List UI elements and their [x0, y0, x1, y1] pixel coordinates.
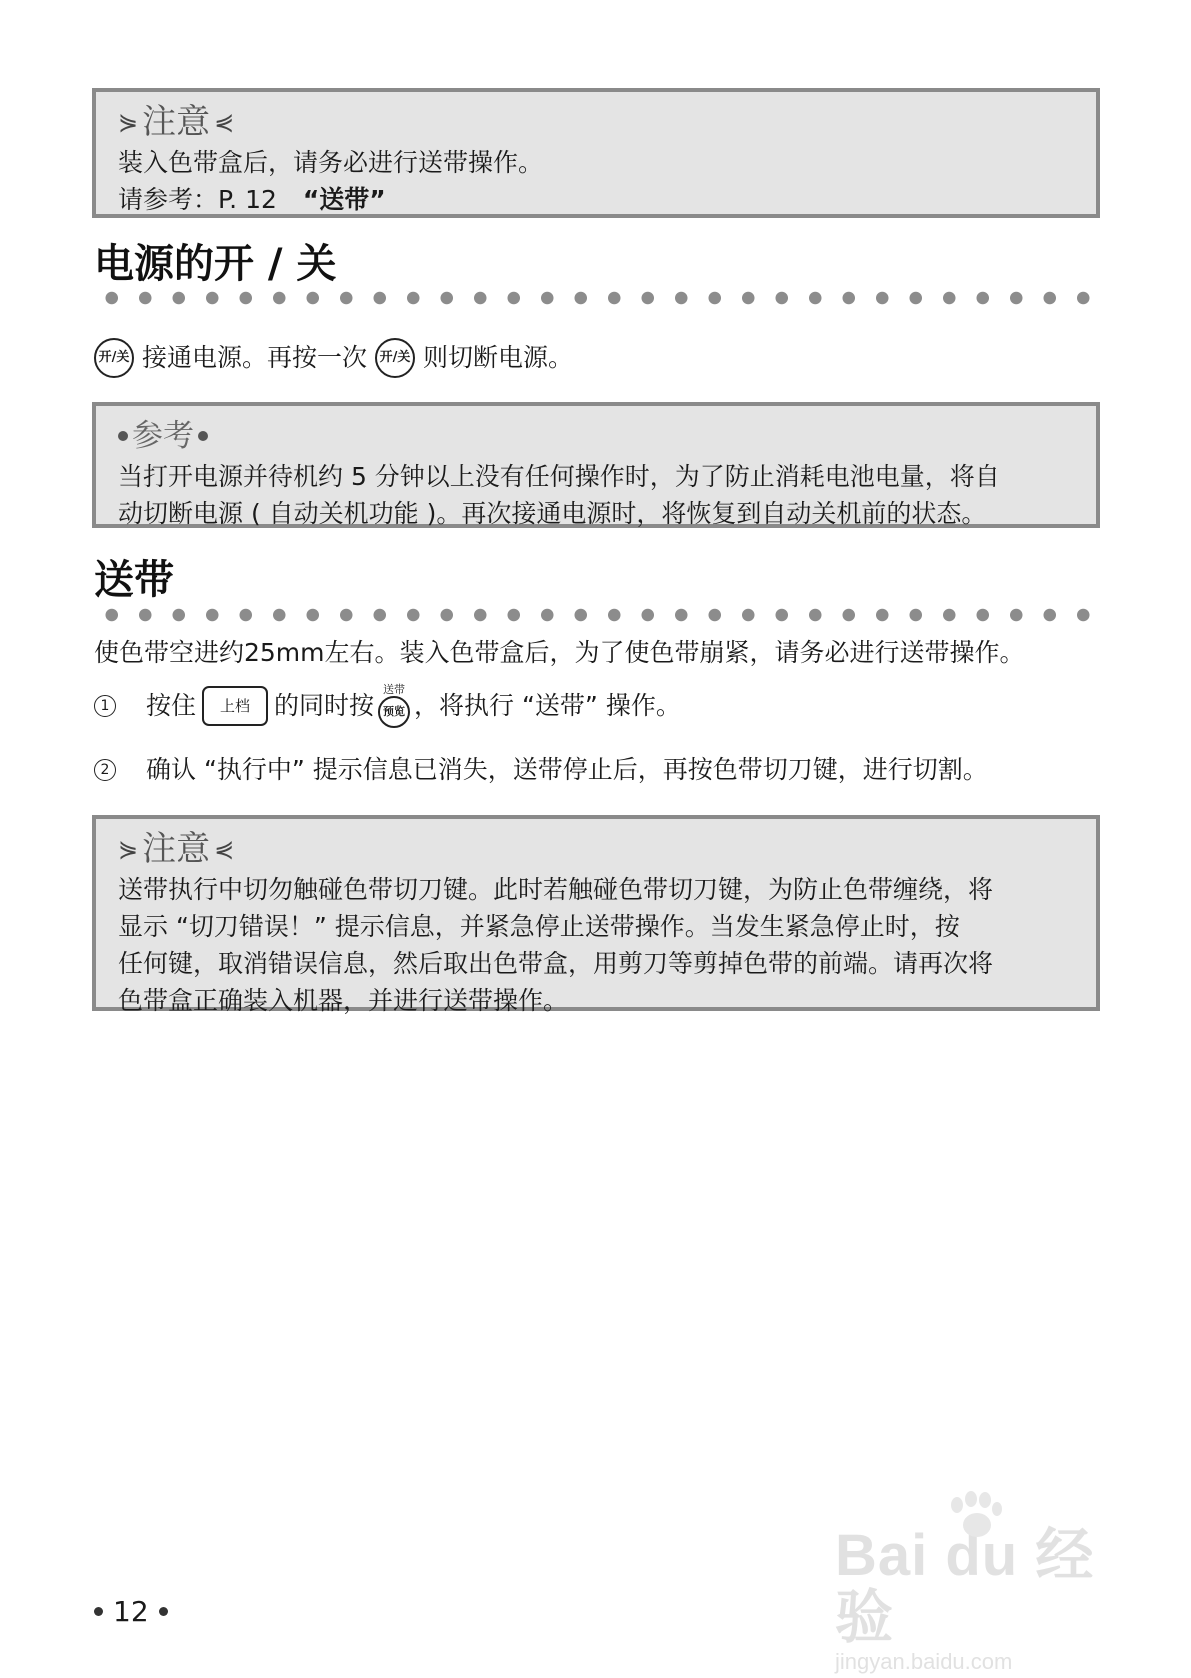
page-dot-icon-2 [159, 1607, 168, 1616]
step-number-1: 1 [94, 695, 116, 717]
caution2-line-1: 送带执行中切勿触碰色带切刀键。此时若触碰色带切刀键，为防止色带缠绕，将 [118, 875, 994, 904]
feed-step-2: 2 确认 “执行中” 提示信息已消失，送带停止后，再按色带切刀键，进行切割。 [94, 753, 988, 787]
feed-heading: 送带 [94, 557, 174, 603]
caution2-line-3: 任何键，取消错误信息，然后取出色带盒，用剪刀等剪掉色带的前端。请再次将 [118, 949, 994, 978]
caution2-line-4: 色带盒正确装入机器，并进行送带操作。 [118, 986, 569, 1015]
caution-box-1 [92, 88, 1100, 218]
caution-right-icon-2: ⋞ [214, 835, 235, 863]
reference-line-1: 当打开电源并待机约 5 分钟以上没有任何操作时，为了防止消耗电池电量，将自 [118, 462, 1000, 491]
page-number: 12 [94, 1595, 168, 1628]
heading-dot-divider-2 [95, 608, 1100, 622]
caution-title-2: ⋟ 注意 ⋞ [118, 829, 235, 869]
baidu-watermark: Bai du 经验 jingyan.baidu.com [835, 1525, 1095, 1635]
caution-line-1: 装入色带盒后，请务必进行送带操作。 [118, 148, 544, 177]
caution-line-2: 请参考：P. 12 “送带” [118, 185, 386, 214]
caution-left-icon: ⋟ [118, 108, 139, 136]
reference-line-2: 动切断电源 ( 自动关机功能 )。再次接通电源时，将恢复到自动关机前的状态。 [118, 499, 987, 528]
page-dot-icon [94, 1607, 103, 1616]
power-key-icon: 开/关 [94, 338, 134, 378]
reference-box [92, 402, 1100, 528]
caution-right-icon: ⋞ [214, 108, 235, 136]
reference-dot-icon [118, 431, 128, 441]
feed-reference-link[interactable]: “送带” [302, 185, 386, 214]
caution-title-1: ⋟ 注意 ⋞ [118, 102, 235, 142]
caution-box-2 [92, 815, 1100, 1015]
paw-icon [945, 1491, 1005, 1541]
reference-dot-icon-2 [198, 431, 208, 441]
caution2-line-2: 显示 “切刀错误！” 提示信息，并紧急停止送带操作。当发生紧急停止时，按 [118, 912, 960, 941]
power-key-icon-2: 开/关 [375, 338, 415, 378]
feed-step-1: 1 按住 上档 的同时按 送带 预览 ，将执行 “送带” 操作。 [94, 683, 681, 728]
power-instruction: 开/关 接通电源。再按一次 开/关 则切断电源。 [94, 338, 573, 378]
heading-dot-divider [95, 291, 1100, 305]
reference-title: 参考 [118, 414, 1076, 458]
power-heading: 电源的开 / 关 [94, 241, 337, 287]
feed-intro: 使色带空进约25mm左右。装入色带盒后，为了使色带崩紧，请务必进行送带操作。 [94, 638, 1025, 667]
shift-key-icon: 上档 [202, 686, 268, 726]
step-number-2: 2 [94, 759, 116, 781]
preview-feed-key-icon: 送带 预览 [378, 683, 410, 728]
caution-left-icon-2: ⋟ [118, 835, 139, 863]
